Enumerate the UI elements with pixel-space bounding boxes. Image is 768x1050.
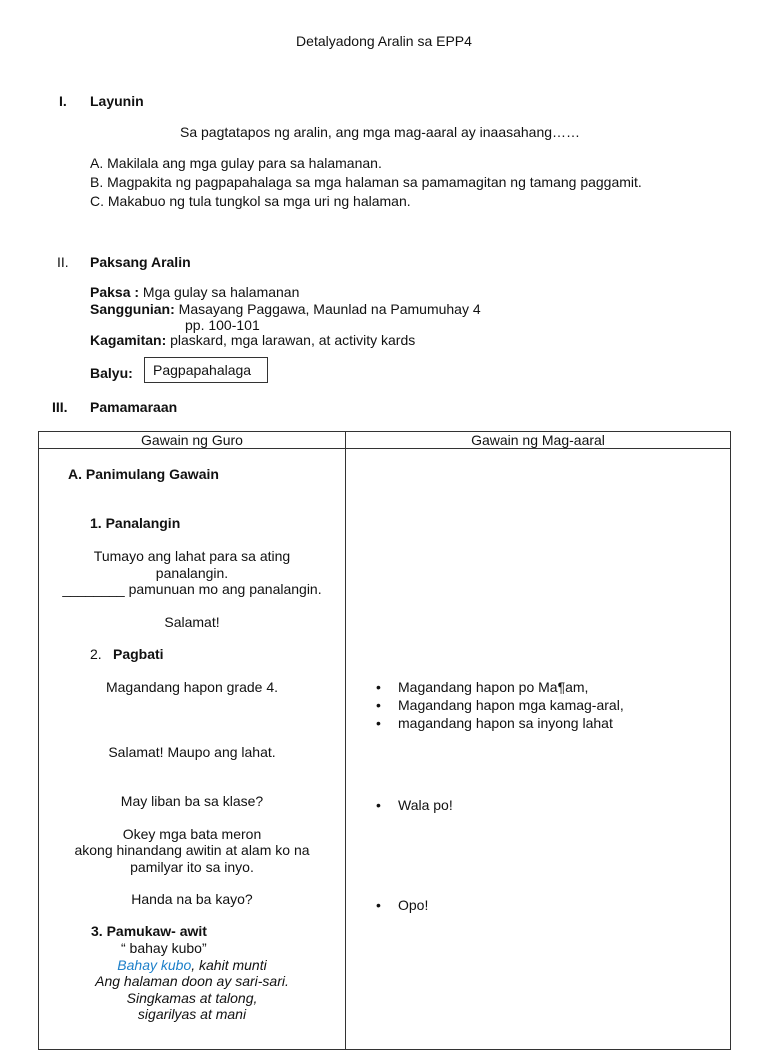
teacher-line: Tumayo ang lahat para sa ating [93, 548, 291, 564]
teacher-line: panalangin. [155, 565, 229, 581]
objectives-intro: Sa pagtatapos ng aralin, ang mga mag-aaral ay inaasahang…… [180, 124, 581, 140]
column-header-guro: Gawain ng Guro [39, 432, 346, 449]
teacher-line: Salamat! Maupo ang lahat. [108, 744, 276, 760]
song-line [39, 957, 345, 973]
kagamitan-row [90, 332, 415, 348]
guro-cell [39, 449, 346, 1050]
song-keyword: Bahay kubo [117, 957, 192, 973]
kagamitan-label: Kagamitan: [90, 332, 167, 348]
student-response: • Magandang hapon po Ma¶am, [398, 679, 588, 695]
song-line: Ang halaman doon ay sari-sari. [95, 973, 289, 989]
step-heading: 1. Panalangin [90, 515, 181, 531]
section-heading-paksang-aralin: Paksang Aralin [90, 254, 191, 270]
student-response: • Magandang hapon mga kamag-aral, [398, 697, 624, 713]
kagamitan-value: plaskard, mga larawan, at activity kards [166, 332, 416, 348]
section-number: II. [57, 254, 69, 270]
column-header-magaaral: Gawain ng Mag-aaral [346, 432, 731, 449]
teacher-line: akong hinandang awitin at alam ko na [74, 842, 310, 858]
section-number: III. [52, 399, 68, 415]
teacher-line: ________ pamunuan mo ang panalangin. [62, 581, 322, 597]
step-number: 2. [90, 646, 102, 662]
section-number: I. [59, 93, 67, 109]
paksa-label: Paksa : [90, 284, 140, 300]
teacher-line: Salamat! [164, 614, 220, 630]
objective-item: C. Makabuo ng tula tungkol sa mga uri ng halaman. [90, 193, 411, 209]
teacher-line: pamilyar ito sa inyo. [130, 859, 254, 875]
teacher-line: Handa na ba kayo? [131, 891, 253, 907]
subsection-heading: A. Panimulang Gawain [68, 466, 219, 482]
objective-item: B. Magpakita ng pagpapahalaga sa mga halaman sa pamamagitan ng tamang paggamit. [90, 174, 642, 190]
balyu-value-box: Pagpapahalaga [144, 357, 268, 383]
song-line-rest: , kahit munti [191, 957, 267, 973]
step-heading: 3. Pamukaw- awit [91, 923, 207, 939]
page-title: Detalyadong Aralin sa EPP4 [296, 33, 472, 49]
sanggunian-pages: pp. 100-101 [185, 317, 260, 333]
student-response: • magandang hapon sa inyong lahat [398, 715, 613, 731]
song-title: “ bahay kubo” [121, 940, 207, 956]
student-response: • Opo! [398, 897, 428, 913]
paksa-row [90, 284, 299, 300]
step-heading: Pagbati [113, 646, 164, 662]
procedure-table [38, 431, 731, 1050]
teacher-line: May liban ba sa klase? [120, 793, 264, 809]
section-heading-layunin: Layunin [90, 93, 144, 109]
paksa-value: Mga gulay sa halamanan [139, 284, 300, 300]
sanggunian-value: Masayang Paggawa, Maunlad na Pamumuhay 4 [174, 301, 481, 317]
student-response: • Wala po! [398, 797, 453, 813]
magaaral-cell [346, 449, 731, 1050]
sanggunian-row [90, 301, 481, 317]
song-line: sigarilyas at mani [137, 1006, 247, 1022]
section-heading-pamamaraan: Pamamaraan [90, 399, 178, 415]
sanggunian-label: Sanggunian: [90, 301, 175, 317]
teacher-line: Okey mga bata meron [122, 826, 262, 842]
balyu-label: Balyu: [90, 365, 133, 381]
song-line: Singkamas at talong, [126, 990, 258, 1006]
objective-item: A. Makilala ang mga gulay para sa halamanan. [90, 155, 382, 171]
teacher-line: Magandang hapon grade 4. [105, 679, 279, 695]
